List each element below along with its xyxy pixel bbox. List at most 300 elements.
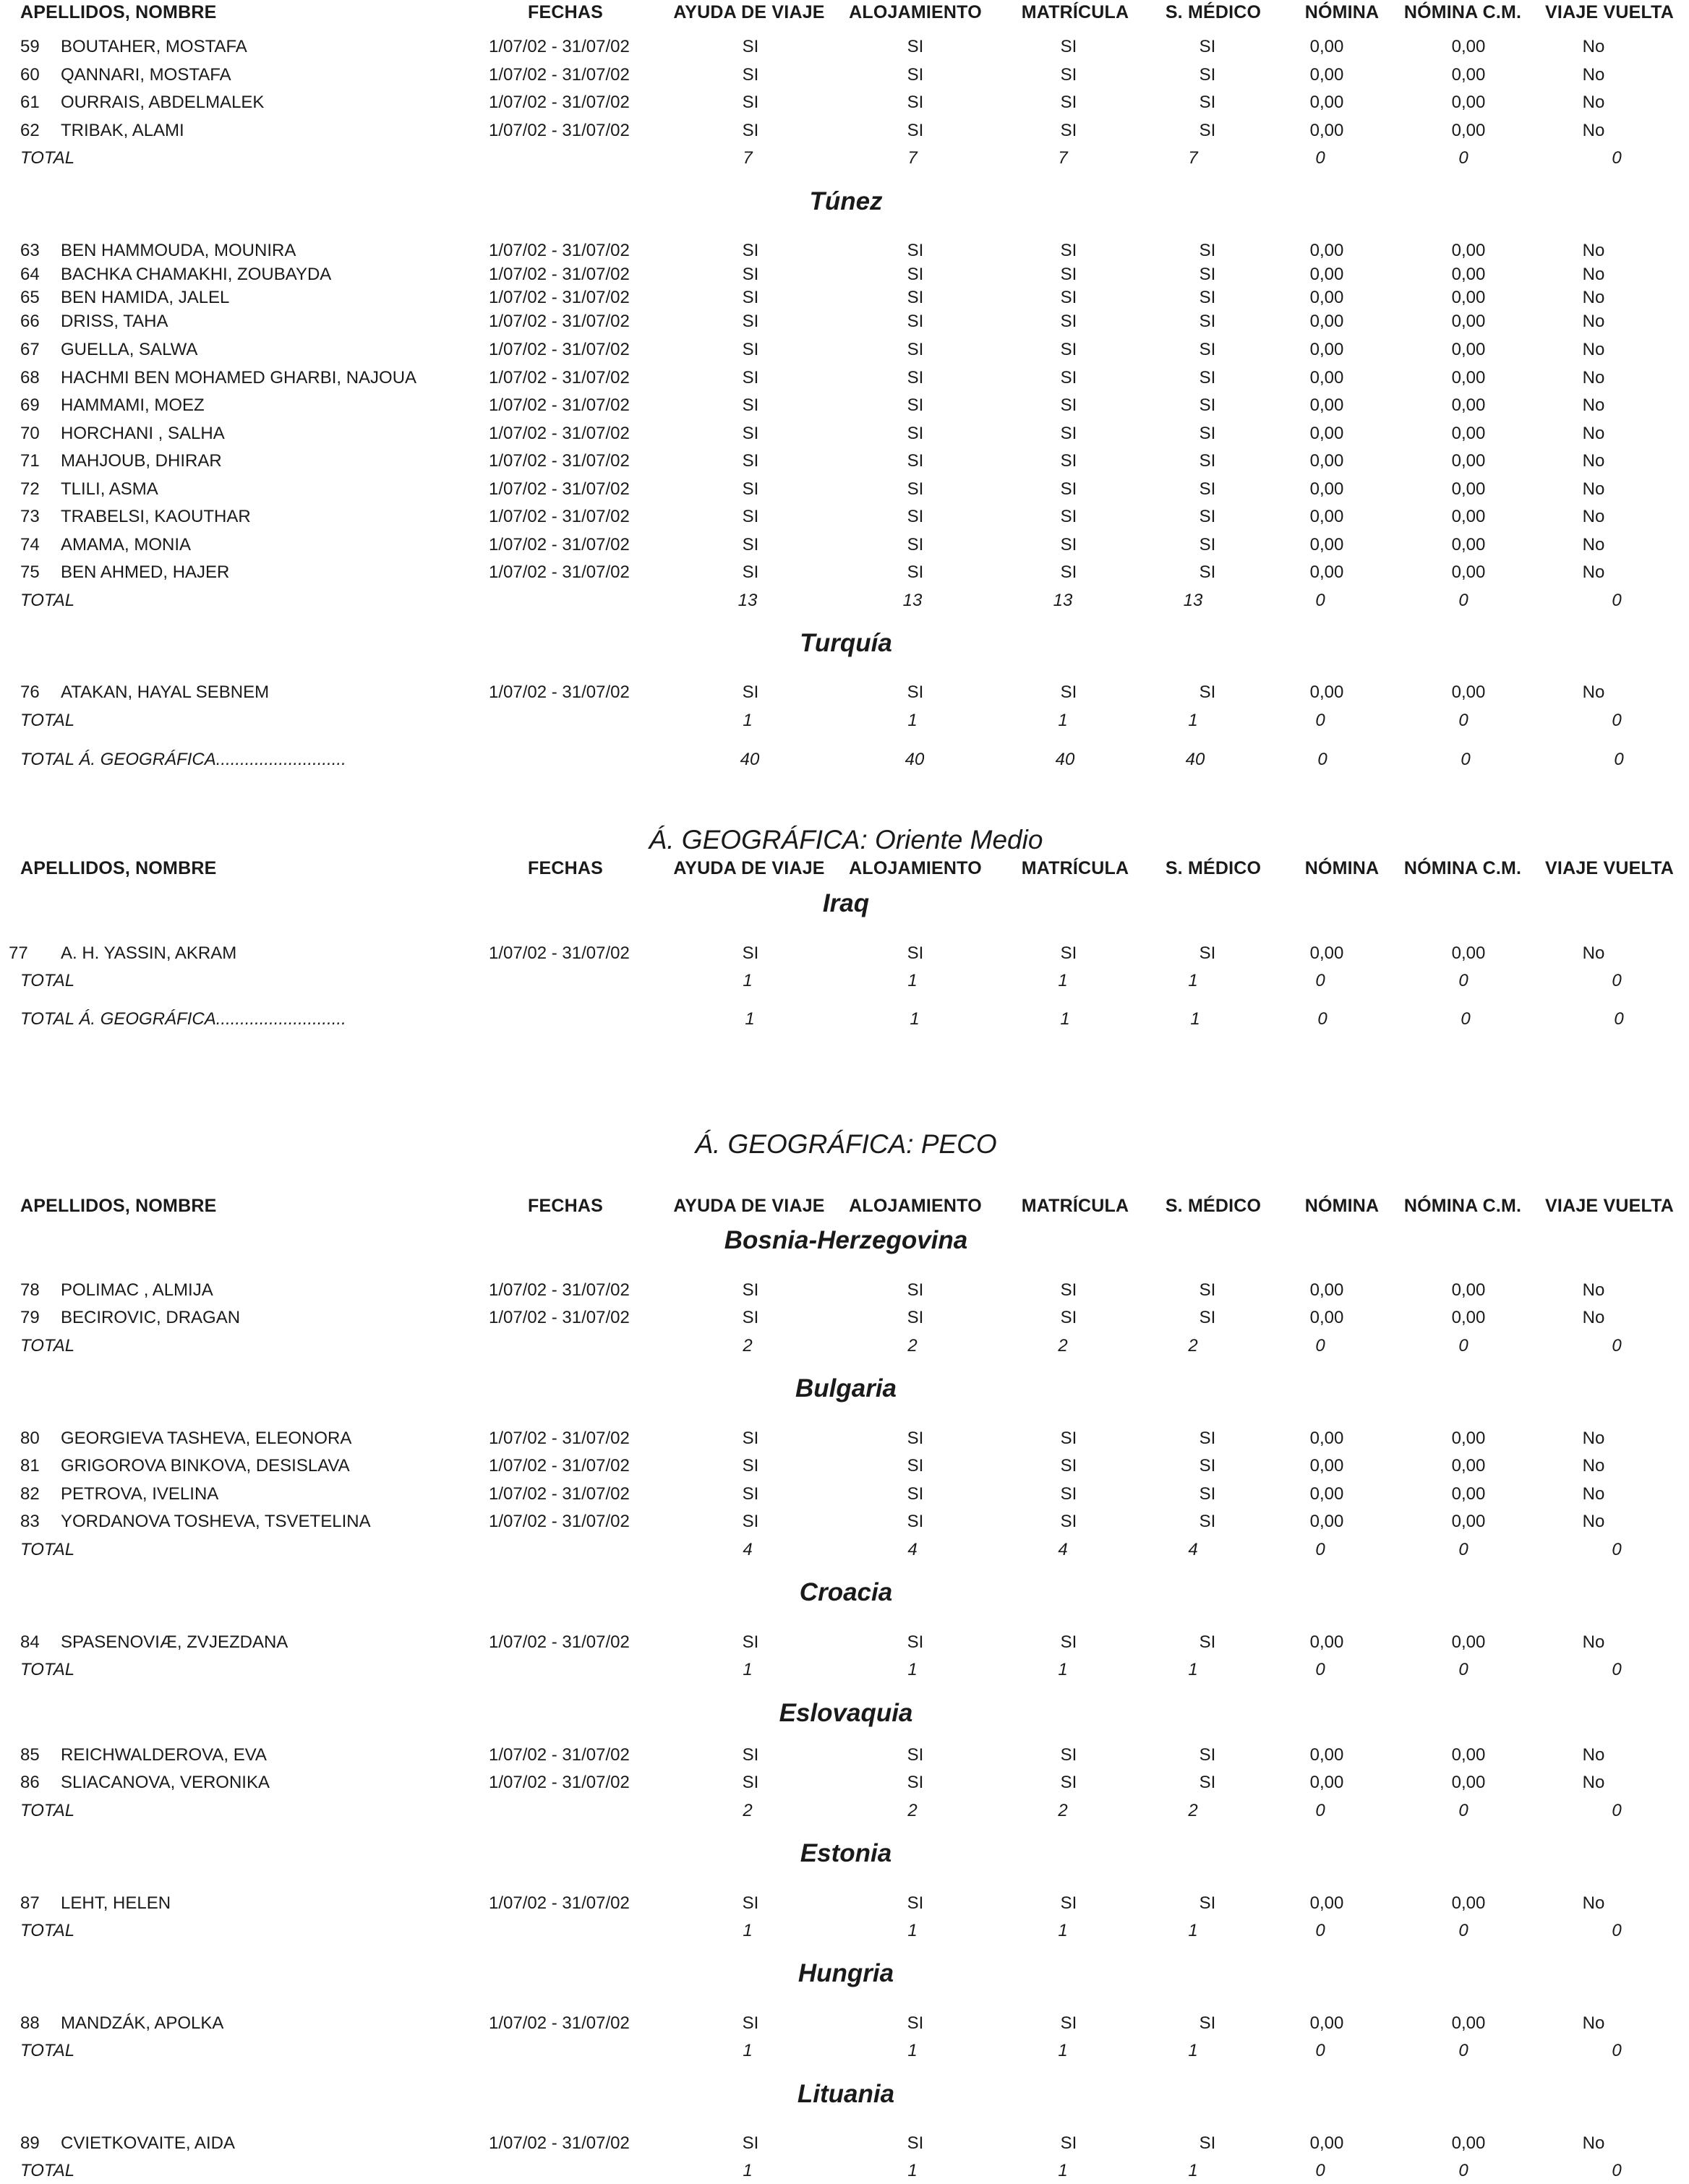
row-value-return-trip: No — [1582, 2133, 1605, 2153]
row-value-medical: SI — [1199, 65, 1216, 85]
total-value-medical: 13 — [1183, 591, 1203, 610]
total-area-value-tuition: 1 — [1060, 1009, 1070, 1029]
total-label: TOTAL — [20, 591, 75, 610]
row-value-travel: SI — [742, 507, 759, 526]
total-area-label: TOTAL Á. GEOGRÁFICA........................... — [20, 1009, 346, 1029]
row-number: 89 — [20, 2133, 40, 2153]
row-value-return-trip: No — [1582, 312, 1605, 331]
row-name: HAMMAMI, MOEZ — [61, 395, 205, 415]
total-value-travel: 1 — [743, 1921, 753, 1940]
total-value-lodging: 1 — [907, 2161, 918, 2180]
row-name: SLIACANOVA, VERONIKA — [61, 1773, 270, 1792]
row-name: PETROVA, IVELINA — [61, 1484, 219, 1504]
total-label: TOTAL — [20, 1660, 75, 1679]
total-area-value-lodging: 40 — [905, 750, 925, 769]
row-value-payroll: 0,00 — [1309, 288, 1344, 307]
row-name: SPASENOVIÆ, ZVJEZDANA — [61, 1632, 288, 1652]
total-value-medical: 4 — [1188, 1540, 1198, 1559]
column-header-dates: FECHAS — [528, 858, 603, 878]
total-value-payroll-cm: 0 — [1458, 591, 1468, 610]
total-value-payroll: 0 — [1315, 711, 1325, 730]
row-name: BACHKA CHAMAKHI, ZOUBAYDA — [61, 265, 332, 284]
row-value-tuition: SI — [1060, 562, 1077, 582]
row-value-medical: SI — [1199, 451, 1216, 471]
total-value-payroll: 0 — [1315, 1540, 1325, 1559]
row-value-return-trip: No — [1582, 1308, 1605, 1327]
country-heading: Lituania — [797, 2080, 895, 2108]
row-value-return-trip: No — [1582, 424, 1605, 443]
row-value-tuition: SI — [1060, 1429, 1077, 1448]
total-value-payroll: 0 — [1315, 1660, 1325, 1679]
row-value-medical: SI — [1199, 37, 1216, 56]
total-value-travel: 13 — [737, 591, 758, 610]
row-value-payroll: 0,00 — [1309, 424, 1344, 443]
row-value-tuition: SI — [1060, 37, 1077, 56]
total-value-payroll-cm: 0 — [1458, 1660, 1468, 1679]
row-number: 60 — [20, 65, 40, 85]
country-heading: Iraq — [822, 889, 870, 917]
row-value-medical: SI — [1199, 2013, 1216, 2033]
row-value-travel: SI — [742, 2133, 759, 2153]
row-value-tuition: SI — [1060, 340, 1077, 359]
row-value-payroll: 0,00 — [1309, 241, 1344, 260]
total-label: TOTAL — [20, 711, 75, 730]
row-name: BOUTAHER, MOSTAFA — [61, 37, 247, 56]
row-name: GUELLA, SALWA — [61, 340, 198, 359]
row-value-return-trip: No — [1582, 65, 1605, 85]
row-value-payroll-cm: 0,00 — [1451, 288, 1486, 307]
row-value-payroll-cm: 0,00 — [1451, 265, 1486, 284]
row-name: BEN AHMED, HAJER — [61, 562, 230, 582]
row-value-medical: SI — [1199, 1429, 1216, 1448]
row-dates: 1/07/02 - 31/07/02 — [489, 507, 630, 526]
row-value-return-trip: No — [1582, 1512, 1605, 1531]
row-value-medical: SI — [1199, 1512, 1216, 1531]
total-value-tuition: 1 — [1058, 971, 1068, 990]
total-value-travel: 7 — [743, 148, 753, 168]
total-value-lodging: 7 — [907, 148, 918, 168]
row-value-medical: SI — [1199, 2133, 1216, 2153]
row-number: 84 — [20, 1632, 40, 1652]
row-value-travel: SI — [742, 943, 759, 963]
row-number: 70 — [20, 424, 40, 443]
total-area-value-travel: 1 — [745, 1009, 755, 1029]
row-name: MAHJOUB, DHIRAR — [61, 451, 222, 471]
row-value-lodging: SI — [907, 562, 924, 582]
row-value-payroll: 0,00 — [1309, 1773, 1344, 1792]
row-value-payroll-cm: 0,00 — [1451, 507, 1486, 526]
row-number: 79 — [20, 1308, 40, 1327]
row-value-lodging: SI — [907, 241, 924, 260]
row-value-lodging: SI — [907, 507, 924, 526]
row-name: HORCHANI , SALHA — [61, 424, 225, 443]
country-heading: Croacia — [799, 1578, 893, 1606]
total-value-payroll-cm: 0 — [1458, 148, 1468, 168]
column-header-payroll-cm: NÓMINA C.M. — [1403, 2, 1522, 22]
country-heading: Eslovaquia — [779, 1699, 913, 1727]
column-header-travel: AYUDA DE VIAJE — [673, 1196, 825, 1216]
column-header-medical: S. MÉDICO — [1165, 2, 1262, 22]
row-value-lodging: SI — [907, 1308, 924, 1327]
total-value-lodging: 1 — [907, 2041, 918, 2060]
row-value-lodging: SI — [907, 93, 924, 112]
row-value-tuition: SI — [1060, 1893, 1077, 1913]
row-value-payroll: 0,00 — [1309, 121, 1344, 140]
total-value-tuition: 2 — [1058, 1336, 1068, 1356]
row-value-payroll: 0,00 — [1309, 93, 1344, 112]
country-heading: Estonia — [800, 1839, 892, 1867]
row-value-medical: SI — [1199, 943, 1216, 963]
row-dates: 1/07/02 - 31/07/02 — [489, 340, 630, 359]
row-value-travel: SI — [742, 1429, 759, 1448]
row-dates: 1/07/02 - 31/07/02 — [489, 288, 630, 307]
column-header-tuition: MATRÍCULA — [1021, 858, 1129, 878]
row-value-payroll: 0,00 — [1309, 65, 1344, 85]
row-name: YORDANOVA TOSHEVA, TSVETELINA — [61, 1512, 371, 1531]
row-number: 61 — [20, 93, 40, 112]
column-header-travel: AYUDA DE VIAJE — [673, 2, 825, 22]
total-value-return-trip: 0 — [1612, 1540, 1622, 1559]
total-value-payroll: 0 — [1315, 1336, 1325, 1356]
row-value-payroll: 0,00 — [1309, 1632, 1344, 1652]
row-value-travel: SI — [742, 241, 759, 260]
row-number: 68 — [20, 368, 40, 387]
row-name: QANNARI, MOSTAFA — [61, 65, 231, 85]
row-value-return-trip: No — [1582, 1280, 1605, 1300]
row-value-return-trip: No — [1582, 943, 1605, 963]
row-value-medical: SI — [1199, 93, 1216, 112]
row-value-travel: SI — [742, 1632, 759, 1652]
total-value-travel: 1 — [743, 2161, 753, 2180]
row-value-payroll: 0,00 — [1309, 451, 1344, 471]
row-value-payroll-cm: 0,00 — [1451, 1484, 1486, 1504]
row-value-travel: SI — [742, 1512, 759, 1531]
row-number: 85 — [20, 1745, 40, 1765]
row-value-travel: SI — [742, 395, 759, 415]
row-value-medical: SI — [1199, 1484, 1216, 1504]
row-name: BEN HAMMOUDA, MOUNIRA — [61, 241, 296, 260]
row-number: 65 — [20, 288, 40, 307]
row-value-return-trip: No — [1582, 340, 1605, 359]
row-value-medical: SI — [1199, 479, 1216, 499]
row-value-lodging: SI — [907, 1484, 924, 1504]
row-value-tuition: SI — [1060, 93, 1077, 112]
row-value-payroll-cm: 0,00 — [1451, 121, 1486, 140]
row-value-travel: SI — [742, 368, 759, 387]
row-value-lodging: SI — [907, 1632, 924, 1652]
row-number: 62 — [20, 121, 40, 140]
total-value-tuition: 1 — [1058, 1660, 1068, 1679]
total-value-payroll-cm: 0 — [1458, 711, 1468, 730]
row-number: 63 — [20, 241, 40, 260]
row-value-return-trip: No — [1582, 93, 1605, 112]
row-name: BEN HAMIDA, JALEL — [61, 288, 230, 307]
row-value-return-trip: No — [1582, 1632, 1605, 1652]
row-value-lodging: SI — [907, 1893, 924, 1913]
row-value-tuition: SI — [1060, 1456, 1077, 1476]
row-dates: 1/07/02 - 31/07/02 — [489, 65, 630, 85]
row-value-payroll: 0,00 — [1309, 395, 1344, 415]
row-value-tuition: SI — [1060, 65, 1077, 85]
total-value-return-trip: 0 — [1612, 1336, 1622, 1356]
row-number: 80 — [20, 1429, 40, 1448]
row-number: 73 — [20, 507, 40, 526]
row-number: 78 — [20, 1280, 40, 1300]
column-header-lodging: ALOJAMIENTO — [849, 1196, 982, 1216]
row-value-payroll-cm: 0,00 — [1451, 424, 1486, 443]
total-value-payroll: 0 — [1315, 1801, 1325, 1820]
row-value-payroll-cm: 0,00 — [1451, 1773, 1486, 1792]
row-value-payroll: 0,00 — [1309, 265, 1344, 284]
row-value-tuition: SI — [1060, 1773, 1077, 1792]
row-number: 71 — [20, 451, 40, 471]
total-value-travel: 2 — [743, 1801, 753, 1820]
total-label: TOTAL — [20, 971, 75, 990]
total-value-lodging: 1 — [907, 711, 918, 730]
row-value-medical: SI — [1199, 507, 1216, 526]
row-name: DRISS, TAHA — [61, 312, 168, 331]
total-area-value-medical: 40 — [1185, 750, 1205, 769]
row-dates: 1/07/02 - 31/07/02 — [489, 2013, 630, 2033]
row-value-payroll: 0,00 — [1309, 1456, 1344, 1476]
row-value-medical: SI — [1199, 121, 1216, 140]
row-value-return-trip: No — [1582, 562, 1605, 582]
row-dates: 1/07/02 - 31/07/02 — [489, 1308, 630, 1327]
row-value-payroll: 0,00 — [1309, 312, 1344, 331]
row-value-payroll-cm: 0,00 — [1451, 65, 1486, 85]
row-number: 76 — [20, 682, 40, 702]
row-value-travel: SI — [742, 288, 759, 307]
row-value-travel: SI — [742, 424, 759, 443]
row-dates: 1/07/02 - 31/07/02 — [489, 265, 630, 284]
row-value-tuition: SI — [1060, 507, 1077, 526]
total-area-value-payroll-cm: 0 — [1461, 1009, 1471, 1029]
row-value-travel: SI — [742, 121, 759, 140]
row-value-travel: SI — [742, 37, 759, 56]
row-value-lodging: SI — [907, 424, 924, 443]
row-value-payroll-cm: 0,00 — [1451, 241, 1486, 260]
row-number: 82 — [20, 1484, 40, 1504]
total-value-return-trip: 0 — [1612, 711, 1622, 730]
total-value-medical: 1 — [1188, 2041, 1198, 2060]
row-value-medical: SI — [1199, 682, 1216, 702]
row-value-payroll-cm: 0,00 — [1451, 37, 1486, 56]
row-value-tuition: SI — [1060, 395, 1077, 415]
row-value-payroll-cm: 0,00 — [1451, 535, 1486, 554]
row-number: 77 — [9, 943, 28, 963]
total-value-return-trip: 0 — [1612, 1660, 1622, 1679]
row-value-tuition: SI — [1060, 368, 1077, 387]
row-value-return-trip: No — [1582, 265, 1605, 284]
row-value-travel: SI — [742, 535, 759, 554]
total-value-payroll: 0 — [1315, 971, 1325, 990]
total-value-return-trip: 0 — [1612, 1921, 1622, 1940]
row-value-payroll: 0,00 — [1309, 535, 1344, 554]
country-heading: Hungria — [798, 1959, 894, 1987]
total-label: TOTAL — [20, 148, 75, 168]
total-value-return-trip: 0 — [1612, 591, 1622, 610]
column-header-name: APELLIDOS, NOMBRE — [20, 2, 217, 22]
total-label: TOTAL — [20, 2161, 75, 2180]
row-name: HACHMI BEN MOHAMED GHARBI, NAJOUA — [61, 368, 417, 387]
total-value-payroll: 0 — [1315, 2161, 1325, 2180]
row-dates: 1/07/02 - 31/07/02 — [489, 943, 630, 963]
row-value-return-trip: No — [1582, 1456, 1605, 1476]
row-value-medical: SI — [1199, 535, 1216, 554]
total-value-payroll-cm: 0 — [1458, 2161, 1468, 2180]
total-value-medical: 1 — [1188, 711, 1198, 730]
total-value-return-trip: 0 — [1612, 971, 1622, 990]
column-header-medical: S. MÉDICO — [1165, 858, 1262, 878]
row-value-medical: SI — [1199, 1773, 1216, 1792]
row-value-payroll: 0,00 — [1309, 1484, 1344, 1504]
row-value-payroll: 0,00 — [1309, 479, 1344, 499]
row-value-return-trip: No — [1582, 451, 1605, 471]
total-value-medical: 1 — [1188, 1921, 1198, 1940]
row-value-lodging: SI — [907, 37, 924, 56]
row-value-tuition: SI — [1060, 479, 1077, 499]
row-dates: 1/07/02 - 31/07/02 — [489, 1456, 630, 1476]
row-value-medical: SI — [1199, 368, 1216, 387]
row-value-medical: SI — [1199, 562, 1216, 582]
row-dates: 1/07/02 - 31/07/02 — [489, 682, 630, 702]
row-value-payroll-cm: 0,00 — [1451, 479, 1486, 499]
total-value-return-trip: 0 — [1612, 2161, 1622, 2180]
row-value-medical: SI — [1199, 1893, 1216, 1913]
row-value-payroll: 0,00 — [1309, 1745, 1344, 1765]
row-value-travel: SI — [742, 2013, 759, 2033]
row-value-medical: SI — [1199, 1456, 1216, 1476]
row-value-payroll-cm: 0,00 — [1451, 1280, 1486, 1300]
row-name: BECIROVIC, DRAGAN — [61, 1308, 241, 1327]
row-value-tuition: SI — [1060, 2013, 1077, 2033]
geographic-area-heading: Á. GEOGRÁFICA: Oriente Medio — [649, 825, 1043, 855]
row-value-return-trip: No — [1582, 288, 1605, 307]
row-value-medical: SI — [1199, 288, 1216, 307]
row-value-lodging: SI — [907, 1456, 924, 1476]
row-value-tuition: SI — [1060, 451, 1077, 471]
row-value-travel: SI — [742, 1773, 759, 1792]
total-value-payroll-cm: 0 — [1458, 1540, 1468, 1559]
total-value-payroll-cm: 0 — [1458, 971, 1468, 990]
row-value-lodging: SI — [907, 1280, 924, 1300]
total-label: TOTAL — [20, 1540, 75, 1559]
row-value-payroll: 0,00 — [1309, 562, 1344, 582]
total-value-medical: 1 — [1188, 2161, 1198, 2180]
column-header-tuition: MATRÍCULA — [1021, 2, 1129, 22]
row-value-lodging: SI — [907, 121, 924, 140]
row-value-medical: SI — [1199, 1632, 1216, 1652]
column-header-payroll-cm: NÓMINA C.M. — [1403, 858, 1522, 878]
row-value-travel: SI — [742, 1456, 759, 1476]
row-value-lodging: SI — [907, 2133, 924, 2153]
row-name: TRABELSI, KAOUTHAR — [61, 507, 251, 526]
total-value-travel: 1 — [743, 1660, 753, 1679]
column-header-name: APELLIDOS, NOMBRE — [20, 858, 217, 878]
row-value-payroll: 0,00 — [1309, 340, 1344, 359]
row-value-return-trip: No — [1582, 241, 1605, 260]
row-value-tuition: SI — [1060, 265, 1077, 284]
total-value-lodging: 4 — [907, 1540, 918, 1559]
row-value-tuition: SI — [1060, 312, 1077, 331]
row-value-tuition: SI — [1060, 241, 1077, 260]
row-value-lodging: SI — [907, 368, 924, 387]
total-value-return-trip: 0 — [1612, 1801, 1622, 1820]
total-value-travel: 4 — [743, 1540, 753, 1559]
total-label: TOTAL — [20, 1801, 75, 1820]
total-area-value-return-trip: 0 — [1614, 1009, 1624, 1029]
geographic-area-heading: Á. GEOGRÁFICA: PECO — [695, 1129, 997, 1159]
total-value-payroll: 0 — [1315, 591, 1325, 610]
column-header-name: APELLIDOS, NOMBRE — [20, 1196, 217, 1216]
row-name: LEHT, HELEN — [61, 1893, 171, 1913]
row-value-medical: SI — [1199, 241, 1216, 260]
row-value-travel: SI — [742, 1308, 759, 1327]
row-value-return-trip: No — [1582, 368, 1605, 387]
row-value-payroll-cm: 0,00 — [1451, 395, 1486, 415]
row-number: 72 — [20, 479, 40, 499]
row-value-travel: SI — [742, 340, 759, 359]
row-value-payroll-cm: 0,00 — [1451, 93, 1486, 112]
total-area-value-payroll-cm: 0 — [1461, 750, 1471, 769]
row-value-tuition: SI — [1060, 682, 1077, 702]
total-value-tuition: 1 — [1058, 2041, 1068, 2060]
row-name: TRIBAK, ALAMI — [61, 121, 184, 140]
row-dates: 1/07/02 - 31/07/02 — [489, 1632, 630, 1652]
row-value-return-trip: No — [1582, 1484, 1605, 1504]
row-value-lodging: SI — [907, 1512, 924, 1531]
column-header-dates: FECHAS — [528, 2, 603, 22]
row-value-tuition: SI — [1060, 1512, 1077, 1531]
row-value-payroll: 0,00 — [1309, 1893, 1344, 1913]
row-number: 83 — [20, 1512, 40, 1531]
row-value-payroll-cm: 0,00 — [1451, 1745, 1486, 1765]
row-value-tuition: SI — [1060, 288, 1077, 307]
total-area-value-medical: 1 — [1190, 1009, 1200, 1029]
total-area-value-travel: 40 — [740, 750, 760, 769]
total-value-tuition: 1 — [1058, 1921, 1068, 1940]
row-value-lodging: SI — [907, 1773, 924, 1792]
row-value-lodging: SI — [907, 265, 924, 284]
row-dates: 1/07/02 - 31/07/02 — [489, 1773, 630, 1792]
row-value-travel: SI — [742, 1484, 759, 1504]
column-header-payroll: NÓMINA — [1304, 2, 1380, 22]
row-value-tuition: SI — [1060, 1484, 1077, 1504]
total-value-tuition: 4 — [1058, 1540, 1068, 1559]
row-dates: 1/07/02 - 31/07/02 — [489, 424, 630, 443]
row-value-tuition: SI — [1060, 535, 1077, 554]
total-area-value-lodging: 1 — [910, 1009, 920, 1029]
column-header-lodging: ALOJAMIENTO — [849, 858, 982, 878]
total-value-travel: 2 — [743, 1336, 753, 1356]
row-value-tuition: SI — [1060, 1308, 1077, 1327]
row-dates: 1/07/02 - 31/07/02 — [489, 1512, 630, 1531]
row-value-lodging: SI — [907, 451, 924, 471]
row-dates: 1/07/02 - 31/07/02 — [489, 312, 630, 331]
row-value-payroll: 0,00 — [1309, 943, 1344, 963]
row-name: CVIETKOVAITE, AIDA — [61, 2133, 235, 2153]
row-value-payroll-cm: 0,00 — [1451, 682, 1486, 702]
row-value-lodging: SI — [907, 65, 924, 85]
total-value-tuition: 2 — [1058, 1801, 1068, 1820]
row-number: 75 — [20, 562, 40, 582]
column-header-return-trip: VIAJE VUELTA — [1545, 1196, 1674, 1216]
row-value-payroll-cm: 0,00 — [1451, 451, 1486, 471]
column-header-payroll: NÓMINA — [1304, 1196, 1380, 1216]
total-value-travel: 1 — [743, 971, 753, 990]
row-dates: 1/07/02 - 31/07/02 — [489, 93, 630, 112]
row-value-lodging: SI — [907, 535, 924, 554]
